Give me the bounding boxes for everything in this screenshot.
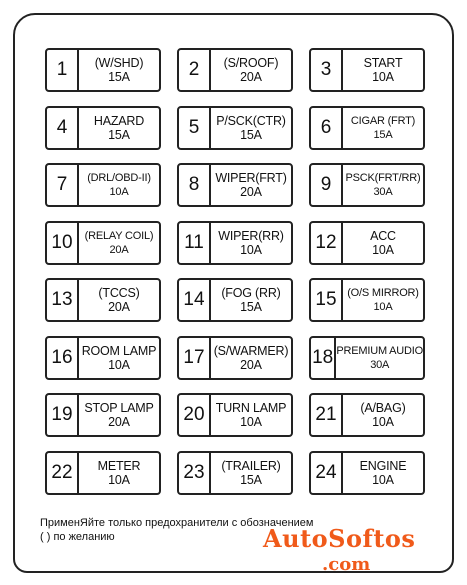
fuse-amperage: 20A (109, 244, 129, 256)
fuse-9 (309, 163, 425, 207)
fuse-2 (177, 48, 293, 92)
fuse-amperage: 10A (373, 301, 393, 313)
fuse-amperage: 10A (372, 243, 394, 257)
fuse-amperage: 10A (372, 415, 394, 429)
fuse-amperage: 20A (240, 358, 262, 372)
fuse-amperage: 15A (108, 128, 130, 142)
fuse-8 (177, 163, 293, 207)
fuse-circuit-name: PREMIUM AUDIO (336, 345, 423, 357)
fuse-number: 11 (179, 223, 211, 263)
fuse-amperage: 15A (240, 128, 262, 142)
fuse-circuit-name: (S/WARMER) (213, 344, 289, 358)
fuse-label (211, 338, 291, 378)
fuse-number: 10 (47, 223, 79, 263)
fuse-number: 23 (179, 453, 211, 493)
fuse-circuit-name: PSCK(FRT/RR) (345, 172, 421, 184)
fuse-label (79, 395, 159, 435)
fuse-17 (177, 336, 293, 380)
fuse-number: 16 (47, 338, 79, 378)
fuse-10 (45, 221, 161, 265)
fuse-amperage: 15A (240, 473, 262, 487)
fuse-label (79, 280, 159, 320)
fuse-circuit-name: ROOM LAMP (81, 344, 157, 358)
fuse-amperage: 10A (240, 243, 262, 257)
fuse-amperage: 15A (108, 70, 130, 84)
fuse-16 (45, 336, 161, 380)
fuse-circuit-name: (W/SHD) (94, 56, 144, 70)
fuse-amperage: 20A (108, 415, 130, 429)
fuse-number: 5 (179, 108, 211, 148)
fuse-circuit-name: (TCCS) (98, 286, 140, 300)
fuse-23 (177, 451, 293, 495)
fuse-20 (177, 393, 293, 437)
fuse-circuit-name: STOP LAMP (84, 401, 154, 415)
fuse-circuit-name: (A/BAG) (360, 401, 406, 415)
fuse-number: 1 (47, 50, 79, 90)
fuse-number: 20 (179, 395, 211, 435)
fuse-label (79, 165, 159, 205)
fuse-amperage: 15A (240, 300, 262, 314)
fuse-amperage: 10A (240, 415, 262, 429)
fuse-number: 9 (311, 165, 343, 205)
fuse-circuit-name: CIGAR (FRT) (350, 115, 416, 127)
fuse-circuit-name: WIPER(FRT) (215, 171, 287, 185)
fuse-number: 14 (179, 280, 211, 320)
fuse-circuit-name: METER (97, 459, 141, 473)
fuse-22 (45, 451, 161, 495)
fuse-label (343, 453, 423, 493)
fuse-13 (45, 278, 161, 322)
fuse-11 (177, 221, 293, 265)
note-line-1: ПрименЯйте только предохранители с обозначением (40, 517, 314, 529)
fuse-circuit-name: START (363, 56, 403, 70)
fuse-number: 15 (311, 280, 343, 320)
fuse-amperage: 15A (373, 129, 393, 141)
fuse-circuit-name: ENGINE (359, 459, 407, 473)
fuse-label (211, 223, 291, 263)
watermark-domain: .com (322, 554, 371, 575)
fuse-circuit-name: (FOG (RR) (221, 286, 281, 300)
fuse-amperage: 10A (372, 473, 394, 487)
fuse-3 (309, 48, 425, 92)
fuse-label (211, 108, 291, 148)
fuse-19 (45, 393, 161, 437)
fuse-label (343, 50, 423, 90)
fuse-number: 24 (311, 453, 343, 493)
fuse-circuit-name: (RELAY COIL) (84, 230, 154, 242)
fuse-amperage: 20A (240, 70, 262, 84)
fuse-number: 8 (179, 165, 211, 205)
fuse-number: 12 (311, 223, 343, 263)
fuse-number: 13 (47, 280, 79, 320)
fuse-5 (177, 106, 293, 150)
fuse-label (79, 338, 159, 378)
fuse-amperage: 30A (370, 359, 390, 371)
fuse-label (211, 280, 291, 320)
fuse-number: 17 (179, 338, 211, 378)
fuse-label (79, 50, 159, 90)
fuse-label (79, 223, 159, 263)
fuse-label (336, 338, 423, 378)
fuse-circuit-name: (S/ROOF) (223, 56, 279, 70)
fuse-number: 22 (47, 453, 79, 493)
fuse-12 (309, 221, 425, 265)
fuse-number: 21 (311, 395, 343, 435)
note-line-2: ( ) по желанию (40, 531, 115, 543)
fuse-18 (309, 336, 425, 380)
fuse-4 (45, 106, 161, 150)
fuse-amperage: 20A (240, 185, 262, 199)
fuse-label (343, 395, 423, 435)
fuse-circuit-name: (TRAILER) (221, 459, 281, 473)
fuse-circuit-name: P/SCK(CTR) (216, 114, 286, 128)
fuse-number: 18 (311, 338, 336, 378)
fuse-24 (309, 451, 425, 495)
fuse-circuit-name: (DRL/OBD-II) (87, 172, 151, 184)
fuse-label (79, 453, 159, 493)
fuse-number: 7 (47, 165, 79, 205)
fuse-number: 4 (47, 108, 79, 148)
fuse-amperage: 10A (108, 473, 130, 487)
fuse-label (343, 280, 423, 320)
fuse-amperage: 10A (108, 358, 130, 372)
fuse-number: 19 (47, 395, 79, 435)
fuse-number: 2 (179, 50, 211, 90)
fuse-label (343, 165, 423, 205)
fuse-circuit-name: ACC (370, 229, 396, 243)
fuse-number: 6 (311, 108, 343, 148)
fuse-circuit-name: WIPER(RR) (218, 229, 284, 243)
fuse-label (343, 223, 423, 263)
fuse-label (79, 108, 159, 148)
fuse-amperage: 20A (108, 300, 130, 314)
fuse-14 (177, 278, 293, 322)
fuse-circuit-name: HAZARD (93, 114, 145, 128)
fuse-6 (309, 106, 425, 150)
fuse-1 (45, 48, 161, 92)
fuse-circuit-name: (O/S MIRROR) (347, 287, 419, 299)
fuse-21 (309, 393, 425, 437)
watermark-logo: AutoSoftos (263, 524, 416, 553)
fuse-15 (309, 278, 425, 322)
fuse-label (211, 453, 291, 493)
fuse-label (211, 165, 291, 205)
fuse-label (211, 50, 291, 90)
fuse-circuit-name: TURN LAMP (215, 401, 287, 415)
fuse-amperage: 10A (109, 186, 129, 198)
fuse-label (343, 108, 423, 148)
fuse-label (211, 395, 291, 435)
fuse-7 (45, 163, 161, 207)
fuse-amperage: 10A (372, 70, 394, 84)
fuse-amperage: 30A (373, 186, 393, 198)
fuse-number: 3 (311, 50, 343, 90)
